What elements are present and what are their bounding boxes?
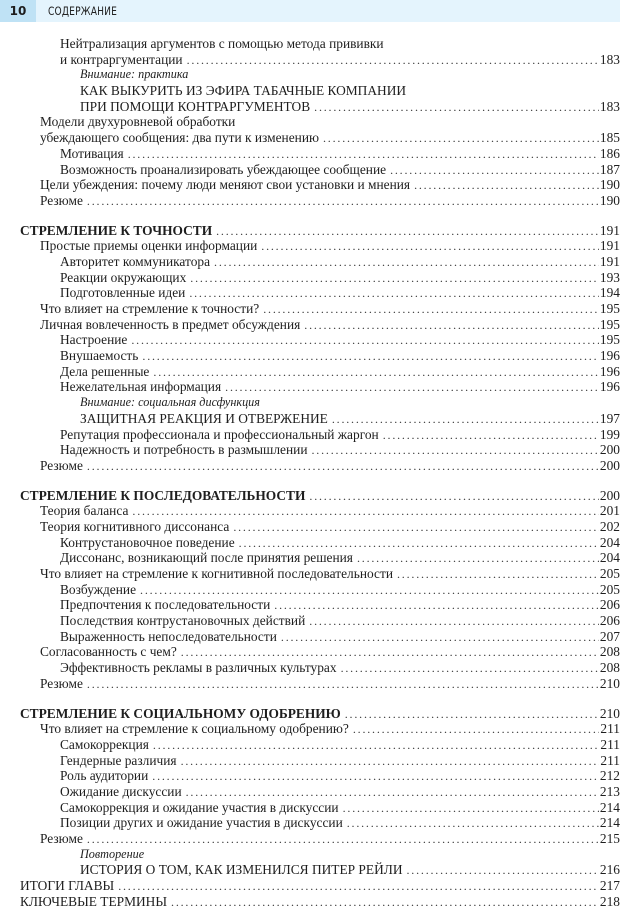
toc-entry-title: Что влияет на стремление к социальному одобрению?: [40, 721, 349, 737]
dot-leader: [153, 365, 599, 381]
toc-entry[interactable]: [0, 582, 620, 598]
dot-leader: [140, 583, 599, 599]
toc-page-number: 204: [599, 534, 620, 550]
toc-entry-title: ИСТОРИЯ О ТОМ, КАК ИЗМЕНИЛСЯ ПИТЕР РЕЙЛИ: [80, 862, 403, 878]
toc-entry-title: Внимание: практика: [80, 67, 189, 82]
toc-page-number: 186: [599, 145, 620, 161]
toc-entry[interactable]: [0, 660, 620, 676]
toc-entry[interactable]: [0, 800, 620, 816]
toc-entry-title: Нейтрализация аргументов с помощью метода прививки: [60, 36, 384, 51]
page-number: 10: [0, 0, 36, 22]
running-title: СОДЕРЖАНИЕ: [48, 4, 118, 18]
toc-entry-title: Цели убеждения: почему люди меняют свои установки и мнения: [40, 177, 411, 193]
toc-entry-title: Что влияет на стремление к когнитивной последовательности: [40, 566, 393, 581]
toc-section-heading[interactable]: [0, 706, 620, 722]
toc-page-number: 195: [599, 301, 620, 316]
toc-entry-title: ПРИ ПОМОЩИ КОНТРАРГУМЕНТОВ: [80, 98, 311, 114]
toc-page-number: 214: [599, 799, 620, 815]
toc-entry[interactable]: [0, 676, 620, 692]
toc-entry-title: Что влияет на стремление к точности?: [40, 301, 260, 316]
toc-entry-title: Эффективность рекламы в различных культурах: [60, 660, 337, 676]
toc-entry[interactable]: [0, 379, 620, 395]
dot-leader: [214, 255, 599, 271]
dot-leader: [309, 614, 599, 630]
dot-leader: [142, 349, 599, 365]
toc-page-number: 196: [599, 379, 620, 395]
toc-page-number: 194: [599, 285, 620, 301]
dot-leader: [189, 286, 599, 302]
toc-entry[interactable]: [0, 348, 620, 364]
toc-page-number: 191: [599, 238, 620, 254]
section-spacer: [0, 692, 620, 706]
toc-page-number: 216: [599, 862, 620, 878]
toc-entry[interactable]: [0, 768, 620, 784]
toc-entry[interactable]: [0, 597, 620, 613]
dot-leader: [323, 131, 599, 147]
toc-page-number: 206: [599, 597, 620, 613]
dot-leader: [357, 551, 599, 567]
dot-leader: [383, 428, 599, 444]
dot-leader: [353, 722, 600, 738]
toc-section-heading[interactable]: [0, 488, 620, 504]
toc-page-number: 215: [599, 831, 620, 846]
toc-entry-title: СТРЕМЛЕНИЕ К ПОСЛЕДОВАТЕЛЬНОСТИ: [20, 487, 306, 503]
toc-entry-title: Подготовленные идеи: [60, 285, 186, 301]
toc-page-number: 185: [599, 130, 620, 146]
toc-entry[interactable]: [0, 878, 620, 894]
toc-entry[interactable]: [0, 427, 620, 443]
dot-leader: [407, 863, 599, 879]
toc-page-number: 196: [599, 363, 620, 379]
dot-leader: [261, 239, 599, 255]
toc-entry[interactable]: [0, 193, 620, 209]
toc-page-number: 211: [600, 721, 620, 737]
dot-leader: [343, 801, 599, 817]
toc-entry-title: Резюме: [40, 831, 83, 846]
toc-entry[interactable]: [0, 301, 620, 317]
toc-entry-title: Надежность и потребность в размышлении: [60, 442, 308, 458]
toc-entry[interactable]: [0, 238, 620, 254]
dot-leader: [87, 832, 599, 848]
toc-entry-title: Внушаемость: [60, 348, 139, 364]
toc-entry[interactable]: [0, 503, 620, 519]
dot-leader: [152, 769, 599, 785]
toc-entry[interactable]: [0, 894, 620, 910]
toc-page-number: 205: [599, 581, 620, 597]
toc-entry-title: Мотивация: [60, 145, 124, 161]
toc-entry[interactable]: [0, 162, 620, 178]
toc-entry[interactable]: [0, 285, 620, 301]
toc-entry-title: Резюме: [40, 192, 83, 208]
toc-entry-title: Внимание: социальная дисфункция: [80, 395, 260, 410]
toc-page-number: 195: [599, 316, 620, 332]
section-spacer: [0, 209, 620, 223]
toc-page-number: 183: [599, 51, 620, 67]
toc-page-number: 200: [599, 442, 620, 458]
toc-page-number: 183: [599, 98, 620, 114]
toc-page-number: 190: [599, 177, 620, 193]
dot-leader: [118, 879, 599, 895]
dot-leader: [263, 302, 599, 318]
dot-leader: [87, 459, 599, 475]
dot-leader: [216, 224, 599, 240]
toc-page-number: 200: [599, 457, 620, 473]
toc-page-number: 213: [599, 783, 620, 799]
dot-leader: [181, 645, 599, 661]
toc-entry[interactable]: [0, 831, 620, 847]
toc-entry-title: и контраргументации: [60, 51, 183, 67]
toc-entry[interactable]: [0, 613, 620, 629]
toc-page-number: 191: [599, 222, 620, 238]
dot-leader: [345, 707, 599, 723]
toc-entry-title: Теория баланса: [40, 503, 129, 519]
dot-leader: [274, 598, 599, 614]
dot-leader: [233, 520, 599, 536]
dot-leader: [304, 318, 599, 334]
toc-page-number: 206: [599, 613, 620, 629]
toc-entry-title: Личная вовлеченность в предмет обсуждения: [40, 316, 301, 332]
toc-entry-title: Контрустановочное поведение: [60, 534, 235, 550]
dot-leader: [87, 677, 599, 693]
toc-page-number: 208: [599, 660, 620, 676]
toc-page-number: 197: [599, 410, 620, 426]
dot-leader: [128, 147, 599, 163]
toc-entry-title: Дела решенные: [60, 363, 150, 379]
toc-callout-label: [0, 395, 620, 411]
toc-entry-title: Авторитет коммуникатора: [60, 253, 211, 269]
toc-entry[interactable]: [0, 753, 620, 769]
toc-page-number: 211: [600, 752, 620, 768]
toc-entry-title: Модели двухуровневой обработки: [40, 114, 236, 130]
toc-entry[interactable]: [0, 99, 620, 115]
section-spacer: [0, 474, 620, 488]
toc-entry[interactable]: [0, 519, 620, 535]
toc-page-number: 191: [599, 253, 620, 269]
toc-entry-title: Последствия контрустановочных действий: [60, 613, 306, 629]
toc-entry-title: ИТОГИ ГЛАВЫ: [20, 878, 115, 894]
table-of-contents: [0, 36, 620, 909]
toc-entry[interactable]: [0, 815, 620, 831]
toc-entry-title: Роль аудитории: [60, 768, 149, 784]
toc-entry[interactable]: [0, 317, 620, 333]
toc-entry[interactable]: [0, 364, 620, 380]
toc-section-heading[interactable]: [0, 223, 620, 239]
dot-leader: [181, 754, 600, 770]
dot-leader: [87, 194, 599, 210]
toc-entry[interactable]: [0, 566, 620, 582]
toc-entry[interactable]: [0, 629, 620, 645]
toc-entry-title: Реакции окружающих: [60, 269, 187, 285]
dot-leader: [153, 738, 600, 754]
dot-leader: [131, 333, 599, 349]
toc-entry[interactable]: [0, 411, 620, 427]
toc-entry[interactable]: [0, 535, 620, 551]
toc-page-number: 218: [599, 893, 620, 909]
toc-entry-title: Позиции других и ожидание участия в дискуссии: [60, 815, 343, 831]
dot-leader: [332, 412, 599, 428]
toc-callout-label: [0, 847, 620, 863]
toc-entry: [0, 114, 620, 130]
dot-leader: [312, 443, 599, 459]
toc-page-number: 211: [600, 736, 620, 752]
toc-entry-title: Возбуждение: [60, 581, 137, 597]
dot-leader: [187, 53, 599, 69]
toc-page-number: 196: [599, 348, 620, 364]
toc-page-number: 210: [599, 675, 620, 691]
toc-entry[interactable]: [0, 254, 620, 270]
toc-entry[interactable]: [0, 784, 620, 800]
toc-entry-title: Резюме: [40, 457, 83, 473]
toc-entry[interactable]: [0, 550, 620, 566]
dot-leader: [390, 163, 599, 179]
toc-page-number: 214: [599, 815, 620, 831]
toc-entry[interactable]: [0, 177, 620, 193]
toc-entry-title: Репутация профессионала и профессиональный жаргон: [60, 426, 379, 442]
dot-leader: [314, 100, 599, 116]
toc-entry-title: Возможность проанализировать убеждающее сообщение: [60, 161, 387, 177]
toc-entry[interactable]: [0, 130, 620, 146]
toc-entry-title: Гендерные различия: [60, 752, 177, 768]
dot-leader: [341, 661, 599, 677]
toc-entry[interactable]: [0, 52, 620, 68]
toc-entry-title: Настроение: [60, 332, 128, 348]
toc-entry-title: Предпочтения к последовательности: [60, 597, 271, 613]
toc-page-number: 212: [599, 768, 620, 784]
toc-page-number: 193: [599, 269, 620, 285]
toc-entry-title: Повторение: [80, 846, 145, 861]
toc-page-number: 190: [599, 192, 620, 208]
toc-page-number: 207: [599, 628, 620, 644]
dot-leader: [171, 895, 599, 911]
dot-leader: [239, 536, 599, 552]
toc-entry-title: Простые приемы оценки информации: [40, 238, 258, 254]
toc-entry-title: Самокоррекция: [60, 736, 149, 752]
toc-entry-title: Диссонанс, возникающий после принятия решения: [60, 550, 353, 566]
toc-entry[interactable]: [0, 270, 620, 286]
toc-page-number: 201: [599, 503, 620, 519]
toc-entry-title: СТРЕМЛЕНИЕ К СОЦИАЛЬНОМУ ОДОБРЕНИЮ: [20, 705, 341, 721]
toc-entry-title: Самокоррекция и ожидание участия в дискуссии: [60, 799, 339, 815]
dot-leader: [347, 816, 599, 832]
dot-leader: [309, 489, 599, 505]
toc-entry[interactable]: [0, 458, 620, 474]
toc-entry[interactable]: [0, 332, 620, 348]
toc-entry-title: КЛЮЧЕВЫЕ ТЕРМИНЫ: [20, 893, 168, 909]
toc-entry-title: Согласованность с чем?: [40, 644, 177, 660]
toc-page-number: 204: [599, 550, 620, 566]
toc-page-number: 202: [599, 518, 620, 534]
dot-leader: [414, 178, 599, 194]
toc-entry-title: Ожидание дискуссии: [60, 783, 182, 799]
dot-leader: [397, 567, 599, 583]
dot-leader: [190, 271, 599, 287]
dot-leader: [186, 785, 599, 801]
toc-entry[interactable]: [0, 644, 620, 660]
running-header: [0, 0, 620, 22]
toc-page-number: 210: [599, 705, 620, 721]
toc-entry-title: СТРЕМЛЕНИЕ К ТОЧНОСТИ: [20, 222, 213, 238]
toc-entry[interactable]: [0, 146, 620, 162]
toc-entry-title: КАК ВЫКУРИТЬ ИЗ ЭФИРА ТАБАЧНЫЕ КОМПАНИИ: [80, 83, 407, 99]
dot-leader: [281, 630, 599, 646]
toc-entry-title: убеждающего сообщения: два пути к изменению: [40, 130, 319, 146]
toc-entry: [0, 36, 620, 52]
toc-page-number: 200: [599, 487, 620, 503]
dot-leader: [132, 504, 599, 520]
toc-entry[interactable]: [0, 737, 620, 753]
toc-entry[interactable]: [0, 442, 620, 458]
toc-callout-label: [0, 67, 620, 83]
toc-page-number: 208: [599, 644, 620, 660]
toc-entry: [0, 83, 620, 99]
dot-leader: [225, 380, 599, 396]
toc-entry-title: ЗАЩИТНАЯ РЕАКЦИЯ И ОТВЕРЖЕНИЕ: [80, 410, 328, 426]
toc-page-number: 187: [599, 161, 620, 177]
toc-entry[interactable]: [0, 721, 620, 737]
toc-entry[interactable]: [0, 862, 620, 878]
toc-entry-title: Резюме: [40, 675, 83, 691]
toc-entry-title: Теория когнитивного диссонанса: [40, 518, 230, 534]
toc-entry-title: Выраженность непоследовательности: [60, 628, 277, 644]
toc-page-number: 217: [599, 878, 620, 894]
toc-page-number: 205: [599, 566, 620, 581]
toc-entry-title: Нежелательная информация: [60, 379, 222, 395]
toc-page-number: 199: [599, 426, 620, 442]
toc-page-number: 195: [599, 332, 620, 348]
